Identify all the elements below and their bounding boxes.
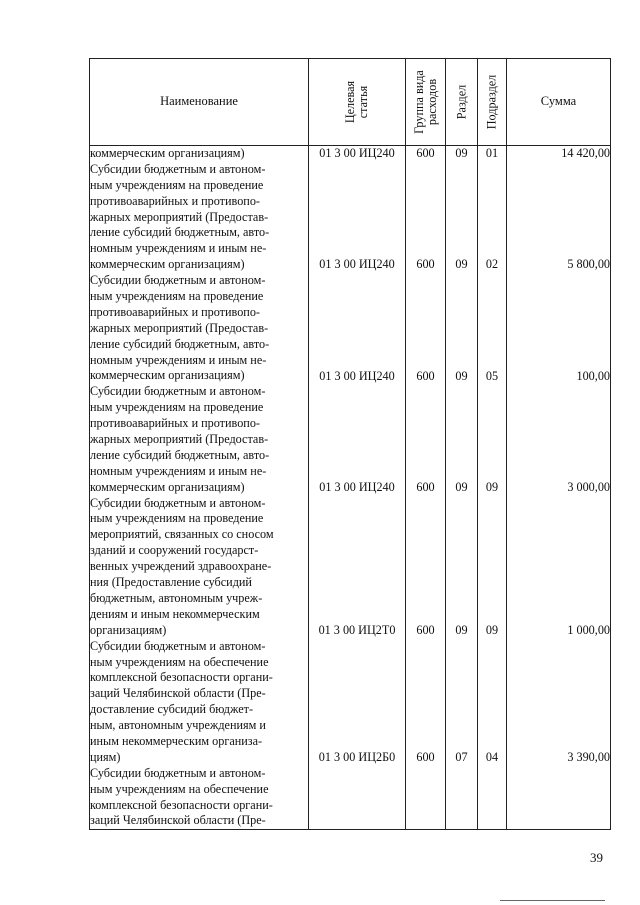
target-article-column bbox=[309, 146, 406, 830]
expense-name-line: ным, автономным учреждениям и bbox=[90, 718, 266, 733]
expense-name-line: зданий и сооружений государст- bbox=[90, 543, 259, 558]
expense-name-line: Субсидии бюджетным и автоном- bbox=[90, 384, 266, 399]
expense-name-line: циям) bbox=[90, 749, 121, 764]
expense-name-line: ление субсидий бюджетным, авто- bbox=[90, 447, 270, 462]
expense-name-line: ным учреждениям на проведение bbox=[90, 177, 264, 192]
row-spacer bbox=[507, 273, 610, 368]
row-spacer bbox=[507, 162, 610, 257]
row-spacer bbox=[478, 162, 506, 257]
header-target-line-2: статья bbox=[356, 85, 370, 119]
row-spacer bbox=[309, 162, 405, 257]
header-subsection bbox=[478, 59, 507, 146]
target-article-code: 01 3 00 ИЦ2Т0 bbox=[318, 622, 396, 637]
section-value: 09 bbox=[455, 368, 468, 383]
header-section bbox=[446, 59, 478, 146]
expense-name-line: дениям и иным некоммерческим bbox=[90, 606, 260, 621]
expense-name-line: ление субсидий бюджетным, авто- bbox=[90, 336, 270, 351]
subsection-value: 01 bbox=[485, 146, 499, 160]
section-value: 09 bbox=[455, 146, 468, 160]
expense-group-value: 600 bbox=[416, 146, 435, 160]
subsection-column bbox=[478, 146, 507, 830]
table-body bbox=[90, 146, 611, 830]
expense-group-value: 600 bbox=[416, 622, 435, 637]
target-article-code: 01 3 00 ИЦ240 bbox=[319, 368, 395, 383]
expense-group-column bbox=[406, 146, 446, 830]
row-spacer bbox=[406, 496, 445, 623]
sum-value: 3 000,00 bbox=[567, 479, 610, 494]
sum-value: 14 420,00 bbox=[561, 146, 610, 160]
section-value: 09 bbox=[455, 257, 468, 272]
table-header-row bbox=[90, 59, 611, 146]
subsection-value: 09 bbox=[485, 622, 499, 637]
section-column bbox=[446, 146, 478, 830]
row-spacer bbox=[446, 639, 477, 750]
row-spacer bbox=[507, 496, 610, 623]
section-value: 07 bbox=[455, 750, 468, 765]
row-spacer bbox=[309, 273, 405, 368]
expense-name-line: Субсидии бюджетным и автоном- bbox=[90, 273, 266, 288]
row-spacer bbox=[406, 384, 445, 479]
expense-name-line: противоаварийных и противопо- bbox=[90, 304, 260, 319]
sum-value: 1 000,00 bbox=[567, 622, 610, 637]
expense-group-value: 600 bbox=[416, 479, 435, 494]
row-spacer bbox=[309, 384, 405, 479]
expense-name-line: жарных мероприятий (Предостав- bbox=[90, 320, 269, 335]
row-spacer bbox=[446, 273, 477, 368]
row-spacer bbox=[446, 496, 477, 623]
expense-group-value: 600 bbox=[416, 750, 435, 765]
expense-group-value: 600 bbox=[416, 368, 435, 383]
expense-name-line: противоаварийных и противопо- bbox=[90, 416, 260, 431]
row-spacer bbox=[478, 496, 506, 623]
table-row bbox=[90, 146, 611, 830]
target-article-code: 01 3 00 ИЦ240 bbox=[319, 479, 395, 494]
target-article-code: 01 3 00 ИЦ2Б0 bbox=[318, 750, 396, 765]
sum-value: 3 390,00 bbox=[567, 750, 610, 765]
page-number: 39 bbox=[590, 850, 603, 865]
expense-name-line: коммерческим организациям) bbox=[90, 479, 245, 494]
expense-name-line: Субсидии бюджетным и автоном- bbox=[90, 638, 266, 653]
row-spacer bbox=[309, 496, 405, 623]
expense-name-line: мероприятий, связанных со сносом bbox=[90, 527, 274, 542]
expense-name-line: номным учреждениям и иным не- bbox=[90, 352, 267, 367]
row-spacer bbox=[478, 639, 506, 750]
expense-name-line: ление субсидий бюджетным, авто- bbox=[90, 225, 270, 240]
row-spacer bbox=[406, 162, 445, 257]
expense-name-line: бюджетным, автономным учреж- bbox=[90, 590, 263, 605]
sum-value: 5 800,00 bbox=[567, 257, 610, 272]
header-target-article bbox=[309, 59, 406, 146]
section-value: 09 bbox=[455, 622, 468, 637]
target-article-code: 01 3 00 ИЦ240 bbox=[319, 146, 395, 160]
subsection-value: 04 bbox=[485, 750, 499, 765]
sum-column bbox=[507, 146, 611, 830]
expense-name-line: номным учреждениям и иным не- bbox=[90, 241, 267, 256]
subsection-value: 02 bbox=[485, 257, 499, 272]
expense-name-line: коммерческим организациям) bbox=[90, 368, 245, 383]
expense-name bbox=[90, 162, 308, 273]
budget-table bbox=[89, 58, 611, 830]
expense-name-line: заций Челябинской области (Пре- bbox=[90, 686, 266, 701]
expense-name-line: Субсидии бюджетным и автоном- bbox=[90, 765, 266, 780]
sum-value: 100,00 bbox=[576, 368, 610, 383]
row-spacer bbox=[507, 384, 610, 479]
expense-name-line: иным некоммерческим организа- bbox=[90, 733, 263, 748]
subsection-value: 09 bbox=[485, 479, 499, 494]
expense-name-line: ным учреждениям на обеспечение bbox=[90, 654, 269, 669]
expense-name bbox=[90, 766, 308, 830]
section-value: 09 bbox=[455, 479, 468, 494]
header-target-line-1: Целевая bbox=[343, 80, 357, 124]
expense-name bbox=[90, 384, 308, 495]
expense-name-cell bbox=[90, 146, 309, 830]
row-spacer bbox=[478, 384, 506, 479]
expense-name-line: комплексной безопасности органи- bbox=[90, 670, 273, 685]
expense-name-line: номным учреждениям и иным не- bbox=[90, 463, 267, 478]
header-subsection-label: Подраздел bbox=[484, 74, 499, 130]
subsection-value: 05 bbox=[485, 368, 499, 383]
row-spacer bbox=[309, 639, 405, 750]
row-spacer bbox=[406, 273, 445, 368]
row-spacer bbox=[406, 639, 445, 750]
row-spacer bbox=[478, 273, 506, 368]
header-expense-group bbox=[406, 59, 446, 146]
expense-name-line: коммерческим организациям) bbox=[90, 146, 245, 160]
expense-name-line: противоаварийных и противопо- bbox=[90, 193, 260, 208]
expense-name-line: организациям) bbox=[90, 622, 167, 637]
expense-name bbox=[90, 496, 308, 639]
footer-divider bbox=[500, 900, 605, 901]
expense-name-line: жарных мероприятий (Предостав- bbox=[90, 432, 269, 447]
row-spacer bbox=[446, 384, 477, 479]
expense-name-line: ным учреждениям на обеспечение bbox=[90, 781, 269, 796]
expense-name-line: ным учреждениям на проведение bbox=[90, 400, 264, 415]
header-name: Наименование bbox=[90, 59, 309, 146]
expense-name-line: Субсидии бюджетным и автоном- bbox=[90, 161, 266, 176]
expense-name bbox=[90, 273, 308, 384]
header-sum: Сумма bbox=[507, 59, 611, 146]
expense-name-line: венных учреждений здравоохране- bbox=[90, 559, 272, 574]
row-spacer bbox=[507, 639, 610, 750]
row-spacer bbox=[446, 162, 477, 257]
expense-name-line: жарных мероприятий (Предостав- bbox=[90, 209, 269, 224]
expense-name-line: коммерческим организациям) bbox=[90, 257, 245, 272]
expense-name-continuation bbox=[90, 146, 308, 162]
expense-name-line: заций Челябинской области (Пре- bbox=[90, 813, 266, 828]
expense-group-value: 600 bbox=[416, 257, 435, 272]
expense-name-line: Субсидии бюджетным и автоном- bbox=[90, 495, 266, 510]
expense-name-line: ным учреждениям на проведение bbox=[90, 289, 264, 304]
expense-name-line: ным учреждениям на проведение bbox=[90, 511, 264, 526]
header-section-label: Раздел bbox=[454, 84, 468, 120]
target-article-code: 01 3 00 ИЦ240 bbox=[319, 257, 395, 272]
header-group-line-2: расходов bbox=[424, 78, 439, 126]
expense-name-line: доставление субсидий бюджет- bbox=[90, 702, 254, 717]
expense-name-line: ния (Предоставление субсидий bbox=[90, 575, 252, 590]
expense-name-line: комплексной безопасности органи- bbox=[90, 797, 273, 812]
expense-name bbox=[90, 639, 308, 766]
header-group-line-1: Группа вида bbox=[411, 70, 426, 134]
